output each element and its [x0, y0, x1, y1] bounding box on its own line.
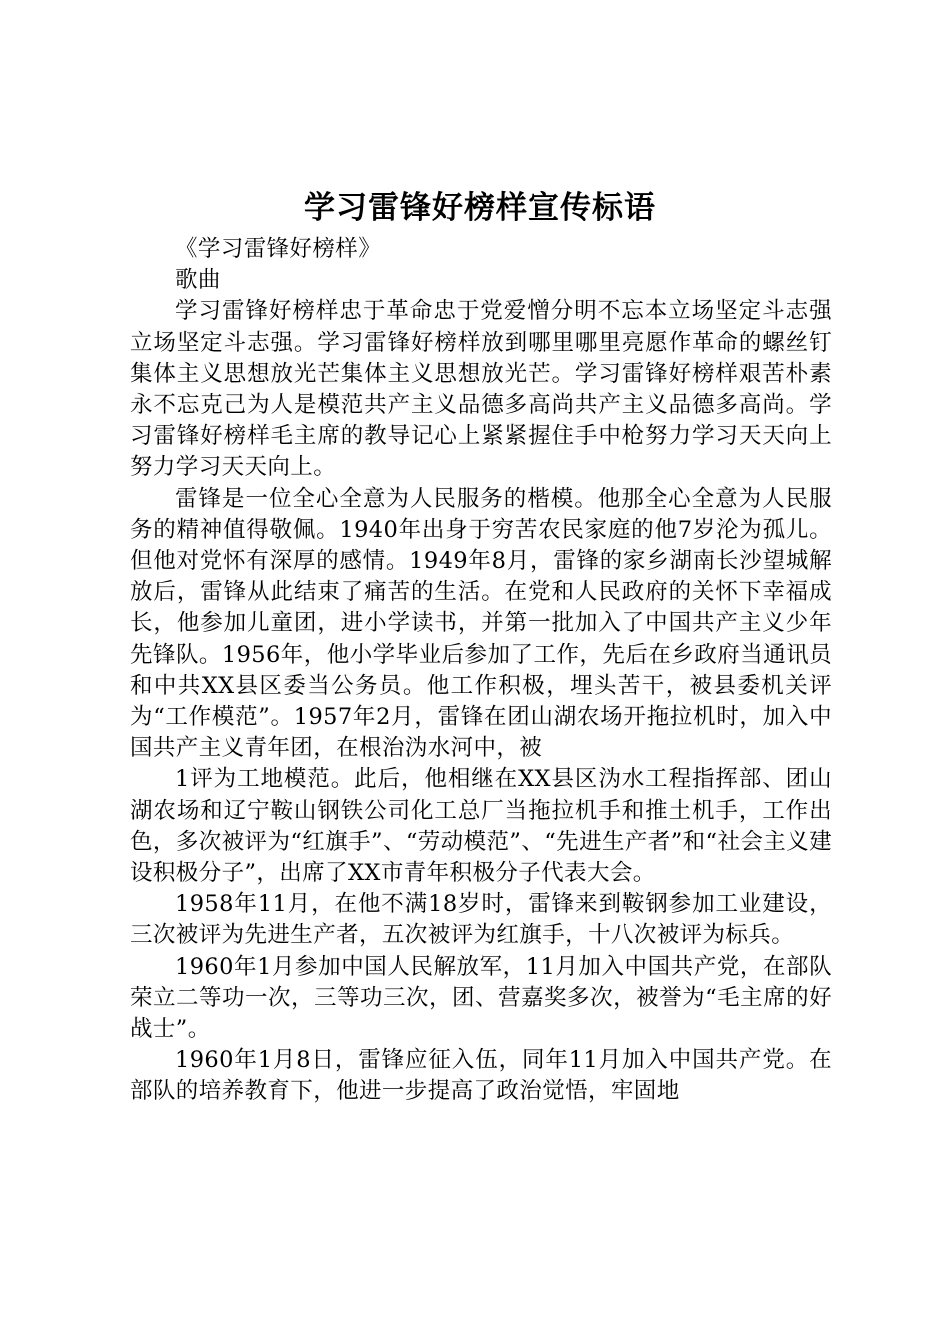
paragraph-lyrics: 学习雷锋好榜样忠于革命忠于党爱憎分明不忘本立场坚定斗志强立场坚定斗志强。学习雷锋好榜样放到哪里哪里亮愿作革命的螺丝钉集体主义思想放光芒集体主义思想放光芒。学习雷锋好榜样艰苦朴素永不忘克己为人是模范共产主义品德多高尚共产主义品德多高尚。学习雷锋好榜样毛主席的教导记心上紧紧握住手中枪努力学习天天向上努力学习天天向上。 — [130, 298, 832, 481]
paragraph-1958: 1958年11月，在他不满18岁时，雷锋来到鞍钢参加工业建设，三次被评为先进生产者，五次被评为红旗手，十八次被评为标兵。 — [130, 891, 832, 949]
paragraph-song-label: 歌曲 — [175, 267, 221, 294]
paragraph-1960-enlist: 1960年1月8日，雷锋应征入伍，同年11月加入中国共产党。在部队的培养教育下，他进一步提高了政治觉悟，牢固地 — [130, 1047, 832, 1105]
paragraph-1960-army: 1960年1月参加中国人民解放军，11月加入中国共产党，在部队荣立二等功一次，三等功三次，团、营嘉奖多次，被誉为“毛主席的好战士”。 — [130, 953, 832, 1043]
paragraph-biography: 雷锋是一位全心全意为人民服务的楷模。他那全心全意为人民服务的精神值得敬佩。1940年出身于穷苦农民家庭的他7岁沦为孤儿。但他对党怀有深厚的感情。1949年8月，雷锋的家乡湖南长沙望城解放后，雷锋从此结束了痛苦的生活。在党和人民政府的关怀下幸福成长，他参加儿童团，进小学读书，并第一批加入了中国共产主义少年先锋队。1956年，他小学毕业后参加了工作，先后在乡政府当通讯员和中共XX县区委当公务员。他工作积极，埋头苦干，被县委机关评为“工作模范”。1957年2月，雷锋在团山湖农场开拖拉机时，加入中国共产主义青年团，在根治沩水河中，被 — [130, 485, 832, 762]
document-title: 学习雷锋好榜样宣传标语 — [304, 190, 656, 226]
paragraph-work-model: 1评为工地模范。此后，他相继在XX县区沩水工程指挥部、团山湖农场和辽宁鞍山钢铁公司化工总厂当拖拉机手和推土机手，工作出色，多次被评为“红旗手”、“劳动模范”、“先进生产者”和“社会主义建设积极分子”，出席了XX市青年积极分子代表大会。 — [130, 766, 832, 887]
paragraph-song-title: 《学习雷锋好榜样》 — [175, 236, 382, 262]
document-body — [130, 234, 832, 1108]
